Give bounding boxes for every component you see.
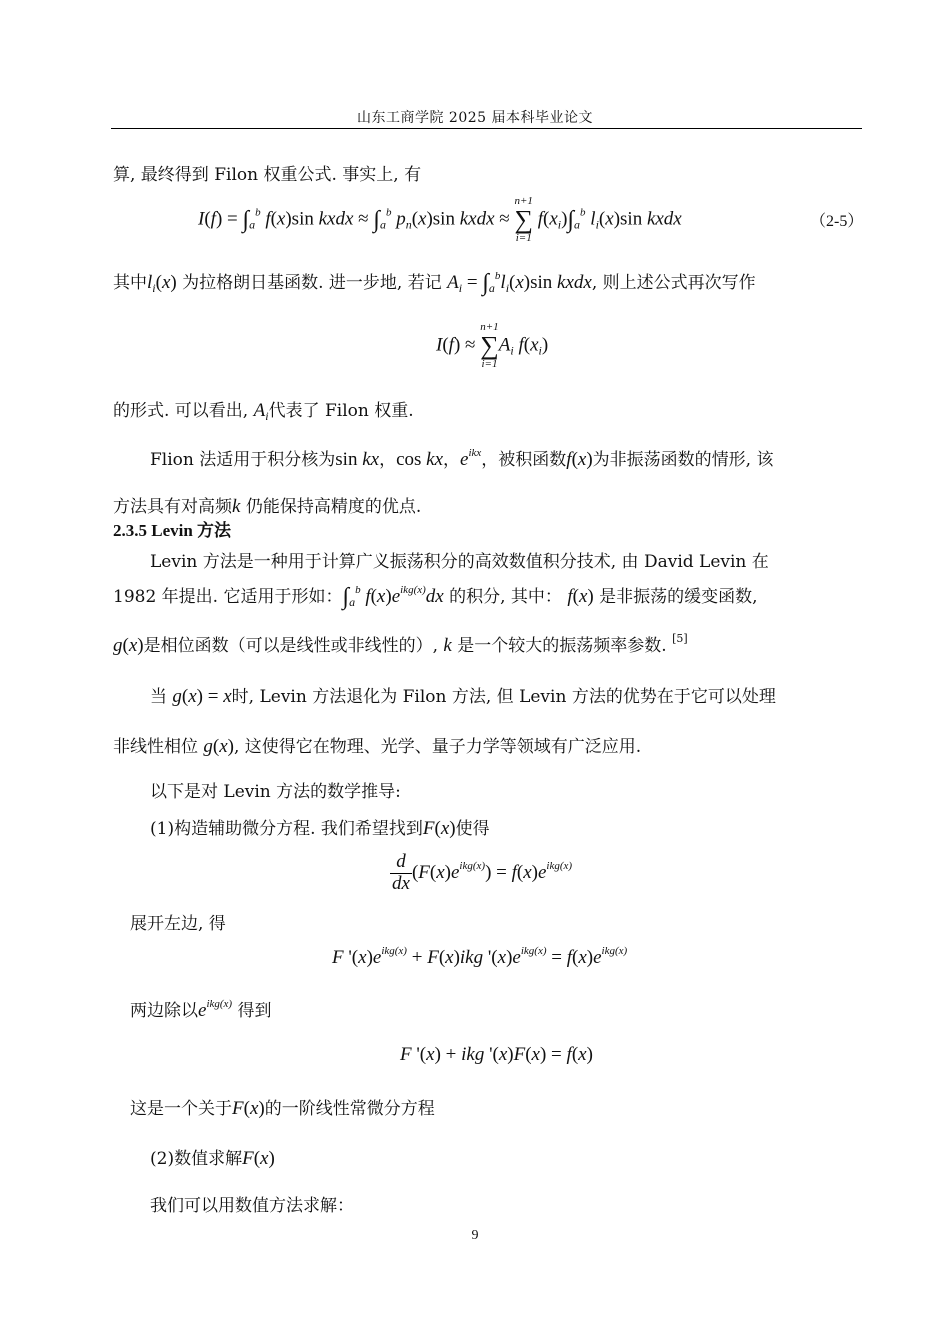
section-heading: 2.3.5 Levin 方法: [113, 521, 232, 540]
paragraph-line: 其中$l_i(x)$ 为拉格朗日基函数. 进一步地, 若记 $A_i = \int_a^bl_i(x)\sin$ kxdx, 则上述公式再次写作: [113, 270, 756, 296]
paragraph-line: Flion 法适用于积分核为sin kx，cos kx，$e^{ikx}$，被积函数f(x)为非振荡函数的情形, 该: [150, 447, 774, 470]
paragraph-line: 展开左边, 得: [130, 914, 226, 934]
equation-derivative: $\frac{d}{dx}$ $(F(x)e^{ikg(x)}) = f(x)e^{ikg(x)}$: [392, 851, 573, 894]
paragraph-line: 两边除以$e^{ikg(x)}$ 得到: [130, 998, 272, 1021]
paragraph-line: 1982 年提出. 它适用于形如：$\int_a^b$ $f(x)e^{ikg(x)}dx$ 的积分, 其中： f(x) 是非振荡的缓变函数,: [113, 584, 758, 610]
paragraph-line: 方法具有对高频k 仍能保持高精度的优点.: [113, 496, 422, 517]
page-number: 9: [471, 1228, 479, 1243]
equation-sum-weights: I(f) ≈ n+1 ∑ i=1 $A_i$ $f(x_i)$: [436, 321, 549, 370]
paragraph-line: 这是一个关于F(x)的一阶线性常微分方程: [130, 1098, 435, 1119]
paragraph-line: 我们可以用数值方法求解：: [150, 1196, 354, 1216]
equation-expanded: F '$(x)e^{ikg(x)} + F(x)ikg$ '$(x)e^{ikg(x)} = f(x)e^{ikg(x)}$: [332, 945, 628, 968]
header-rule: [111, 128, 862, 129]
paragraph-line: 当 g(x) = x时, Levin 方法退化为 Filon 方法, 但 Levin 方法的优势在于它可以处理: [150, 686, 776, 707]
equation-2-5: $I(f) = \int_a^b$ f(x)sin kxdx ≈ $\int_a^b$ $p_n(x)\sin$ kxdx ≈ n+1 ∑ i=1 $f(x_i)\int_a^b$ $l_i(x)\sin$ kxdx: [198, 195, 682, 244]
page-header: 山东工商学院 2025 届本科毕业论文: [356, 110, 594, 126]
equation-ode: F '(x) + ikg '(x)F(x) = f(x): [400, 1044, 593, 1065]
paragraph-line: 的形式. 可以看出, $A_i$代表了 Filon 权重.: [113, 400, 414, 423]
paragraph-line: 以下是对 Levin 方法的数学推导:: [150, 782, 401, 802]
equation-number: （2-5）: [810, 213, 864, 230]
paragraph-line: (1)构造辅助微分方程. 我们希望找到F(x)使得: [150, 818, 490, 839]
paragraph-line: g(x)是相位函数（可以是线性或非线性的）, k 是一个较大的振荡频率参数. [5]: [113, 632, 688, 656]
paragraph-line: 非线性相位 g(x), 这使得它在物理、光学、量子力学等领域有广泛应用.: [113, 736, 642, 757]
paragraph-line: Levin 方法是一种用于计算广义振荡积分的高效数值积分技术, 由 David Levin 在: [150, 552, 769, 572]
paragraph-line: (2)数值求解F(x): [150, 1148, 275, 1169]
paragraph-line: 算, 最终得到 Filon 权重公式. 事实上, 有: [113, 165, 422, 185]
